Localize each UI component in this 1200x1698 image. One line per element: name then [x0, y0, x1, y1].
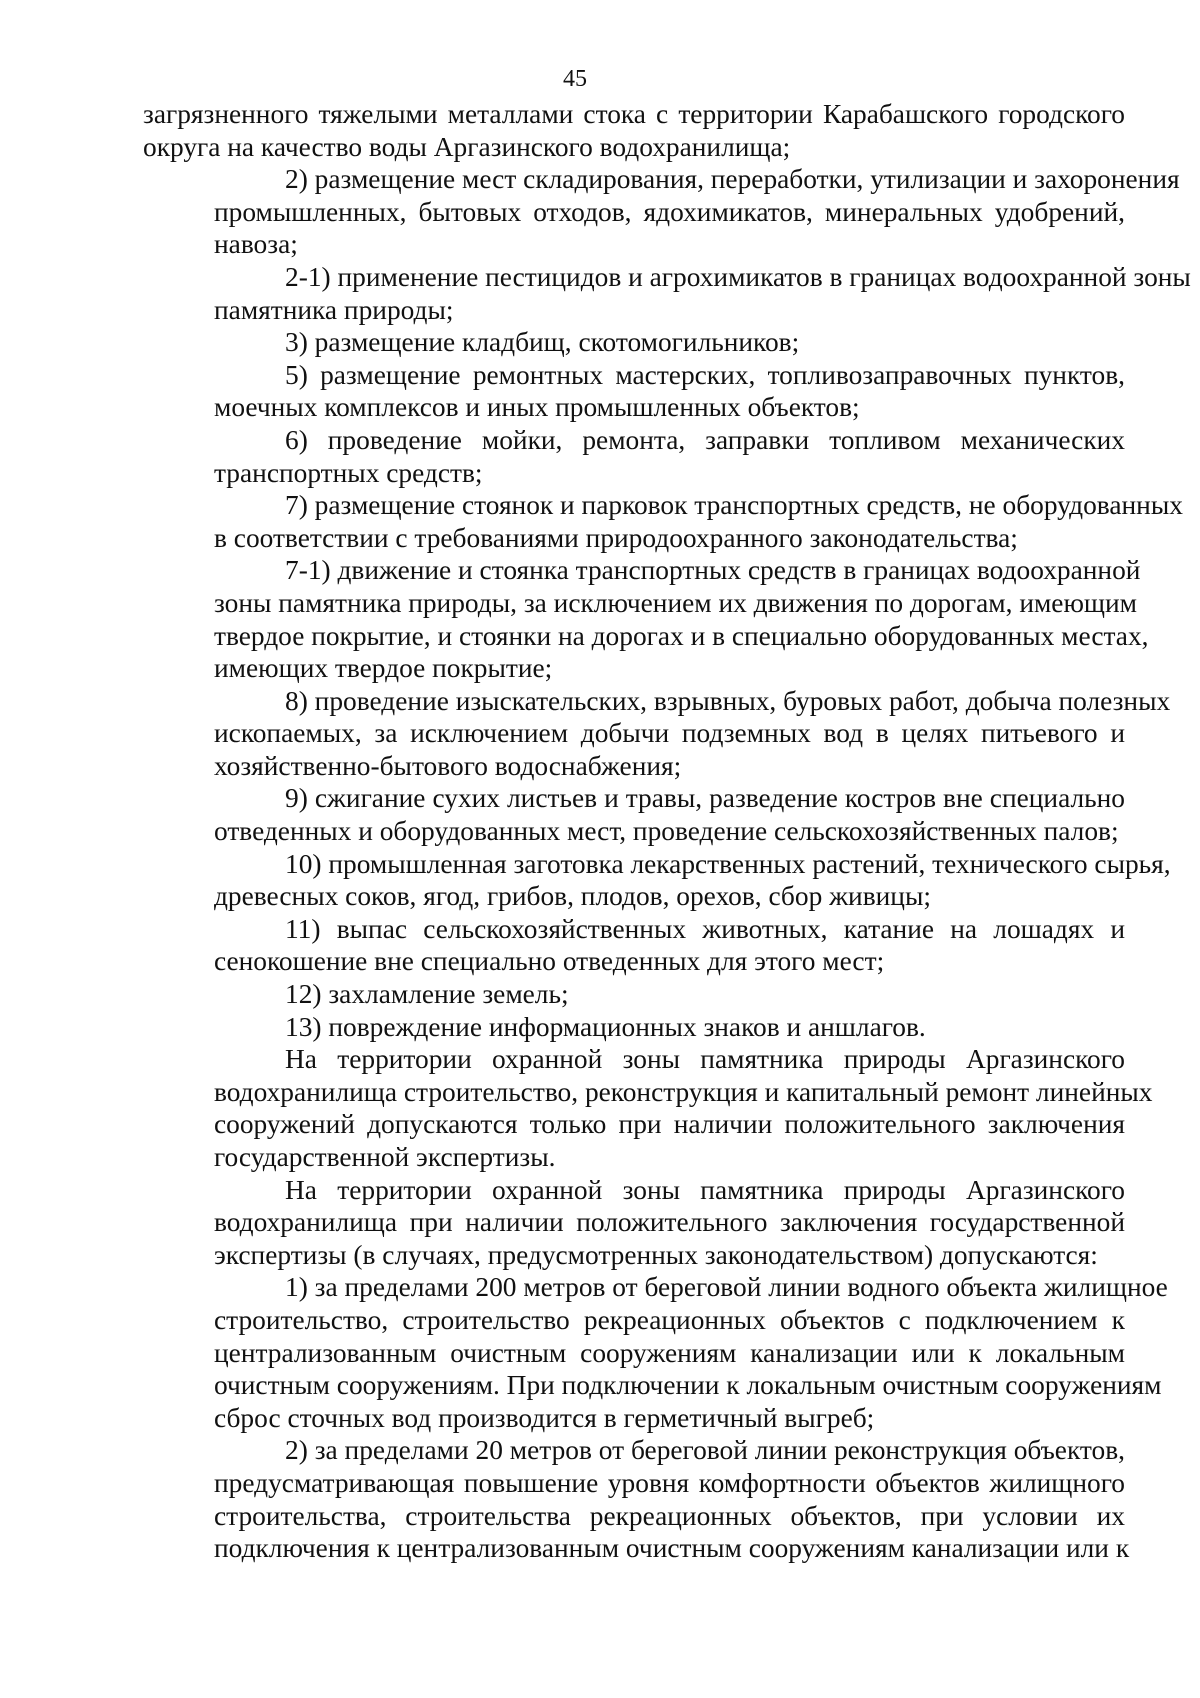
text-line: 2) за пределами 20 метров от береговой линии реконструкция объектов,: [285, 1435, 1125, 1466]
text-line: водохранилища при наличии положительного заключения государственной: [214, 1207, 1125, 1238]
text-line: строительства, строительства рекреационных объектов, при условии их: [214, 1500, 1125, 1531]
text-line: На территории охранной зоны памятника природы Аргазинского: [285, 1174, 1125, 1205]
text-line: 7-1) движение и стоянка транспортных средств в границах водоохранной: [285, 555, 1141, 586]
text-line: государственной экспертизы.: [214, 1142, 556, 1172]
text-line: транспортных средств;: [214, 457, 483, 488]
text-line: сооружений допускаются только при наличии положительного заключения: [214, 1109, 1125, 1140]
paragraph: [143, 685, 1171, 783]
text-line: сброс сточных вод производится в герметичный выгреб;: [214, 1402, 875, 1433]
paragraph: [143, 98, 1125, 163]
text-line: 5) размещение ремонтных мастерских, топливозаправочных пунктов,: [285, 359, 1125, 390]
text-line: памятника природы;: [214, 294, 454, 325]
text-line: ископаемых, за исключением добычи подземных вод в целях питьевого и: [214, 718, 1125, 749]
paragraph: [143, 1043, 1153, 1173]
paragraph: [143, 848, 1171, 913]
text-line: 12) захламление земель;: [285, 979, 569, 1010]
text-line: 2) размещение мест складирования, переработки, утилизации и захоронения: [285, 164, 1180, 195]
paragraph: [143, 554, 1149, 684]
text-line: сенокошение вне специально отведенных для этого мест;: [214, 946, 885, 977]
paragraph: [143, 1434, 1130, 1564]
paragraph: [143, 1174, 1125, 1272]
text-line: экспертизы (в случаях, предусмотренных законодательством) допускаются:: [214, 1239, 1098, 1270]
text-line: моечных комплексов и иных промышленных объектов;: [214, 392, 860, 423]
text-line: подключения к централизованным очистным сооружениям канализации или к: [214, 1533, 1130, 1564]
text-line: загрязненного тяжелыми металлами стока с территории Карабашского городского: [143, 99, 1125, 129]
text-line: 7) размещение стоянок и парковок транспортных средств, не оборудованных: [285, 490, 1183, 521]
paragraph: [143, 782, 1125, 847]
text-line: промышленных, бытовых отходов, ядохимикатов, минеральных удобрений,: [214, 196, 1125, 227]
text-line: централизованным очистным сооружениям канализации или к локальным: [214, 1337, 1125, 1368]
text-line: отведенных и оборудованных мест, проведение сельскохозяйственных палов;: [214, 816, 1119, 847]
paragraph: [143, 489, 1183, 554]
text-line: в соответствии с требованиями природоохранного законодательства;: [214, 522, 1018, 553]
paragraph: [143, 978, 1125, 1011]
text-line: 8) проведение изыскательских, взрывных, буровых работ, добыча полезных: [285, 685, 1171, 716]
paragraph: [143, 261, 1191, 326]
document-body: [143, 98, 1191, 1565]
text-line: 9) сжигание сухих листьев и травы, разведение костров вне специально: [285, 783, 1125, 814]
page-number: 45: [563, 66, 587, 92]
text-line: древесных соков, ягод, грибов, плодов, орехов, сбор живицы;: [214, 881, 931, 912]
paragraph: [143, 1011, 1125, 1044]
text-line: очистным сооружениям. При подключении к локальным очистным сооружениям: [214, 1370, 1162, 1401]
paragraph: [143, 359, 1125, 424]
paragraph: [143, 326, 1125, 359]
paragraph: [143, 424, 1125, 489]
text-line: На территории охранной зоны памятника природы Аргазинского: [285, 1044, 1125, 1075]
text-line: 6) проведение мойки, ремонта, заправки топливом механических: [285, 424, 1125, 455]
text-line: 1) за пределами 200 метров от береговой линии водного объекта жилищное: [285, 1272, 1168, 1303]
text-line: водохранилища строительство, реконструкция и капитальный ремонт линейных: [214, 1076, 1153, 1107]
text-line: твердое покрытие, и стоянки на дорогах и в специально оборудованных местах,: [214, 620, 1149, 651]
text-line: навоза;: [214, 229, 298, 260]
text-line: 2-1) применение пестицидов и агрохимикатов в границах водоохранной зоны: [285, 261, 1191, 292]
text-line: имеющих твердое покрытие;: [214, 653, 553, 684]
paragraph: [143, 163, 1180, 261]
text-line: зоны памятника природы, за исключением их движения по дорогам, имеющим: [214, 587, 1138, 618]
text-line: округа на качество воды Аргазинского водохранилища;: [143, 131, 791, 162]
text-line: предусматривающая повышение уровня комфортности объектов жилищного: [214, 1467, 1125, 1498]
paragraph: [143, 913, 1125, 978]
text-line: 11) выпас сельскохозяйственных животных, катание на лошадях и: [285, 913, 1125, 944]
text-line: хозяйственно-бытового водоснабжения;: [214, 750, 682, 781]
text-line: 10) промышленная заготовка лекарственных растений, технического сырья,: [285, 848, 1171, 879]
text-line: 3) размещение кладбищ, скотомогильников;: [285, 327, 800, 358]
text-line: строительство, строительство рекреационных объектов с подключением к: [214, 1304, 1125, 1335]
text-line: 13) повреждение информационных знаков и аншлагов.: [285, 1011, 926, 1042]
paragraph: [143, 1271, 1168, 1434]
